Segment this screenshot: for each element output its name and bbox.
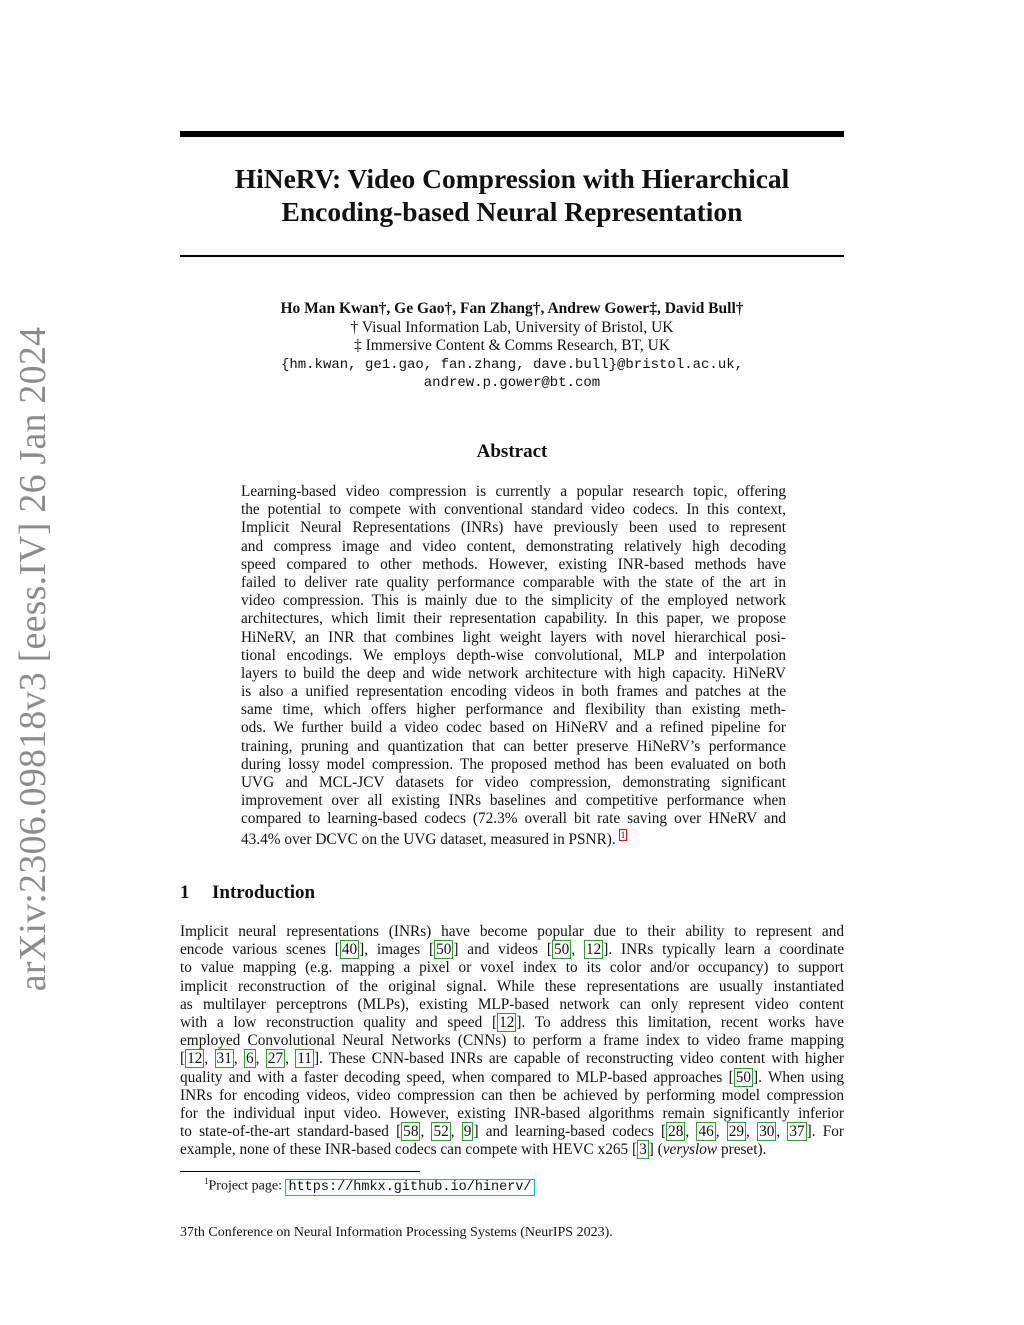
intro-line: for the individual input video. However, existing INR-based algorithms remain significantly inferior xyxy=(180,1105,844,1123)
affiliation-2: ‡ Immersive Content & Comms Research, BT, UK xyxy=(353,337,671,354)
citation-link[interactable]: 12 xyxy=(585,941,602,959)
section-title: Introduction xyxy=(212,882,316,903)
abstract-line: HiNeRV, an INR that combines light weight layers with novel hierarchical posi- xyxy=(241,628,786,646)
citation-link[interactable]: 28 xyxy=(668,1123,684,1141)
title-line-1: HiNeRV: Video Compression with Hierarchical xyxy=(234,163,790,194)
abstract-body xyxy=(241,483,786,849)
abstract-line: training, pruning and quantization that can better preserve HiNeRV’s performance xyxy=(241,737,786,755)
intro-line: to state-of-the-art standard-based [ 58 , 52 , 9 ] and learning-based codecs [ 28 , 46 , 29 , 30 , 37 ]. For xyxy=(180,1123,845,1141)
section-number: 1 xyxy=(180,882,190,903)
abstract-line: layers to build the deep and wide network architecture with high capacity. HiNeRV xyxy=(241,664,786,682)
abstract-line: UVG and MCL-JCV datasets for video compression, demonstrating significant xyxy=(241,774,786,791)
citation-link[interactable]: 50 xyxy=(735,1068,752,1086)
intro-line: example, none of these INR-based codecs can compete with HEVC x265 [ 3 ] (veryslow preset). xyxy=(180,1141,767,1159)
title-bottom-rule xyxy=(180,255,844,257)
abstract-line: Learning-based video compression is currently a popular research topic, offering xyxy=(241,483,786,500)
citation-link[interactable]: 50 xyxy=(554,941,570,959)
abstract-line: architectures, which limit their representation capability. In this paper, we propose xyxy=(241,610,786,628)
abstract-heading: Abstract xyxy=(476,441,548,462)
footnote-number: 1 xyxy=(204,1176,209,1186)
intro-line: employed Convolutional Neural Networks (CNNs) to perform a frame index to video frame mapping xyxy=(180,1032,844,1050)
author-names: Ho Man Kwan†, Ge Gao†, Fan Zhang†, Andrew Gower‡, David Bull† xyxy=(280,300,744,317)
intro-line: INRs for encoding videos, video compression can then be achieved by performing model compression xyxy=(180,1086,844,1104)
abstract-line: and compress image and video content, demonstrating relatively high decoding xyxy=(241,537,786,555)
footnote-rule xyxy=(180,1171,420,1172)
abstract-line: Implicit Neural Representations (INRs) have previously been used to represent xyxy=(241,519,786,537)
abstract-line: speed compared to other methods. However, existing INR-based methods have xyxy=(241,555,786,573)
citation-link[interactable]: 30 xyxy=(759,1123,775,1141)
abstract-line: video compression. This is mainly due to the simplicity of the employed network xyxy=(241,592,786,610)
intro-line: to value mapping (e.g. mapping a pixel or voxel index to its color and/or occupancy) to support xyxy=(180,959,844,977)
project-page-link[interactable]: https://hmkx.github.io/hinerv/ xyxy=(285,1179,534,1196)
author-emails-1: {hm.kwan, ge1.gao, fan.zhang, dave.bull}@bristol.ac.uk, xyxy=(280,356,744,373)
citation-link[interactable]: 46 xyxy=(698,1123,714,1141)
intro-line: with a low reconstruction quality and speed [ 12 ]. To address this limitation, recent works have xyxy=(180,1014,844,1032)
citation-link[interactable]: 6 xyxy=(245,1050,254,1068)
affiliation-1: † Visual Information Lab, University of Bristol, UK xyxy=(350,318,674,336)
introduction-body xyxy=(180,923,844,1160)
abstract-line: improvement over all existing INRs baselines and competitive performance when xyxy=(241,792,786,810)
abstract-line: ods. We further build a video codec based on HiNeRV and a refined pipeline for xyxy=(241,719,786,737)
abstract-line: compared to learning-based codecs (72.3% overall bit rate saving over HNeRV and xyxy=(241,810,786,828)
title-top-rule xyxy=(180,131,844,137)
abstract-line: is also a unified representation encoding videos in both frames and patches at the xyxy=(241,683,786,701)
abstract-line: same time, which offers higher performance and flexibility than existing meth- xyxy=(241,701,786,719)
author-emails-2: andrew.p.gower@bt.com xyxy=(423,375,601,391)
footnote xyxy=(204,1176,535,1195)
abstract-line: the potential to compete with conventional standard video codecs. In this context, xyxy=(241,501,786,519)
intro-line: [ 12 , 31 , 6 , 27 , 11 ]. These CNN-based INRs are capable of reconstructing video content with higher xyxy=(180,1050,844,1068)
intro-line: encode various scenes [ 40 ], images [ 50 ] and videos [ 50 , 12 ]. INRs typically learn a coordinate xyxy=(180,941,844,959)
abstract-line: during lossy model compression. The proposed method has been evaluated on both xyxy=(241,755,786,773)
citation-link[interactable]: 37 xyxy=(789,1123,805,1141)
author-block xyxy=(180,300,844,393)
citation-link[interactable]: 52 xyxy=(433,1123,449,1141)
title-line-2: Encoding-based Neural Representation xyxy=(281,196,743,227)
intro-line: Implicit neural representations (INRs) have become popular due to their ability to represent and xyxy=(180,923,844,940)
abstract-last-line xyxy=(241,829,786,849)
abstract-line: tional encodings. We employs depth-wise convolutional, MLP and interpolation xyxy=(241,646,786,664)
footnote-link[interactable]: 1 xyxy=(620,829,626,840)
venue-footer: 37th Conference on Neural Information Processing Systems (NeurIPS 2023). xyxy=(180,1225,613,1240)
section-heading-introduction xyxy=(180,882,315,904)
intro-line: implicit reconstruction of the original signal. While these representations are usually instantiated xyxy=(180,977,844,995)
citation-link[interactable]: 31 xyxy=(216,1050,232,1068)
citation-link[interactable]: 50 xyxy=(436,941,452,959)
citation-link[interactable]: 58 xyxy=(403,1123,419,1141)
intro-line: as multilayer perceptrons (MLPs), existing MLP-based network can only represent video content xyxy=(180,995,844,1013)
arxiv-identifier-stamp: arXiv:2306.09818v3 [eess.IV] 26 Jan 2024 xyxy=(12,326,54,992)
citation-link[interactable]: 40 xyxy=(341,941,358,959)
citation-link[interactable]: 29 xyxy=(728,1123,745,1141)
abstract-last-line-text: 43.4% over DCVC on the UVG dataset, measured in PSNR). xyxy=(241,830,616,848)
citation-link[interactable]: 11 xyxy=(297,1050,312,1068)
citation-link[interactable]: 12 xyxy=(499,1014,515,1032)
paper-title xyxy=(180,162,844,228)
citation-link[interactable]: 3 xyxy=(639,1141,647,1159)
abstract-line: failed to deliver rate quality performance comparable with the state of the art in xyxy=(241,573,786,591)
citation-link[interactable]: 9 xyxy=(463,1123,472,1141)
footnote-label: Project page: xyxy=(208,1178,286,1194)
citation-link[interactable]: 12 xyxy=(187,1050,203,1068)
citation-link[interactable]: 27 xyxy=(267,1050,284,1068)
intro-line: quality and with a faster decoding speed, when compared to MLP-based approaches [ 50 ]. When using xyxy=(180,1068,844,1086)
